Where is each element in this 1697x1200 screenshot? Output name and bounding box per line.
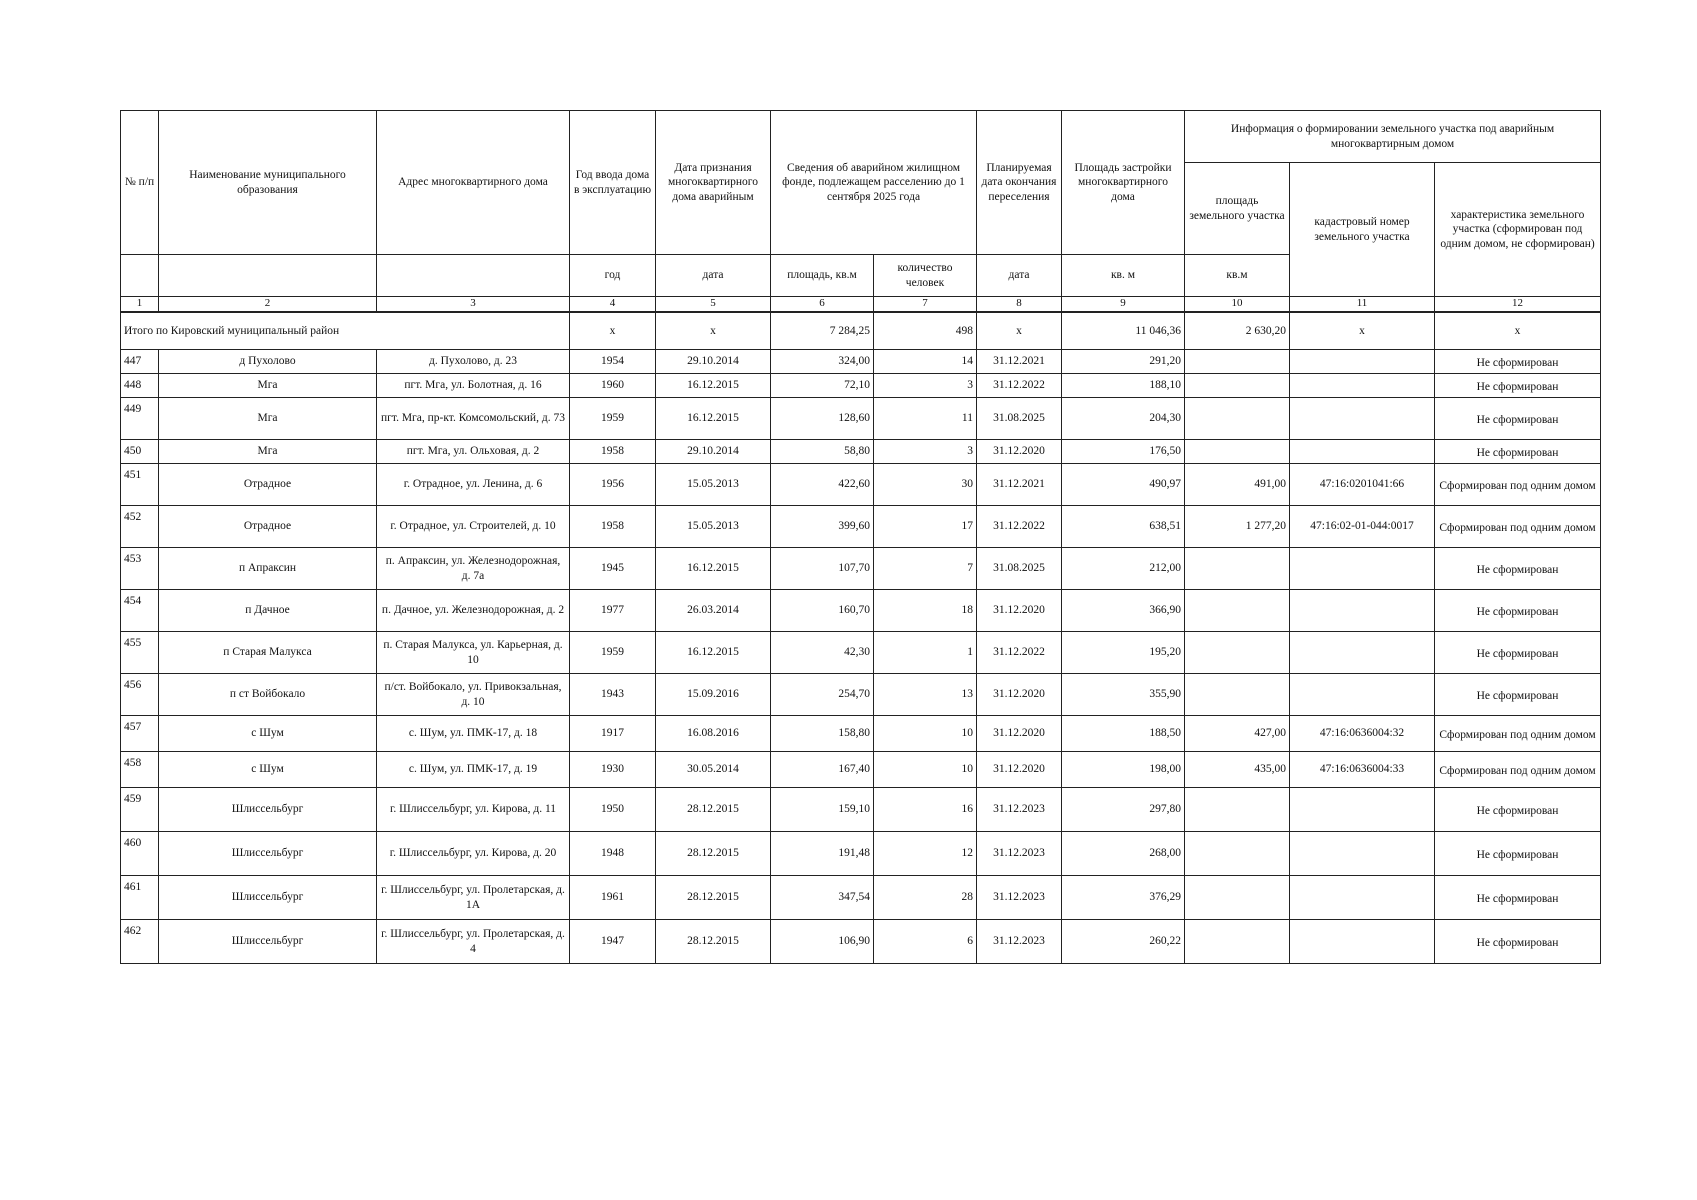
people-count: 28: [874, 876, 977, 920]
municipality: Отрадное: [159, 506, 377, 548]
land-area: [1185, 674, 1290, 716]
emergency-area: 347,54: [771, 876, 874, 920]
cadastral-number: 47:16:02-01-044:0017: [1290, 506, 1435, 548]
emergency-date: 16.12.2015: [656, 548, 771, 590]
total-status: x: [1435, 312, 1601, 350]
address: п. Старая Малукса, ул. Карьерная, д. 10: [377, 632, 570, 674]
total-row: [121, 312, 1601, 350]
people-count: 10: [874, 752, 977, 788]
row-number: 453: [121, 548, 159, 590]
commission-year: 1930: [570, 752, 656, 788]
header-unit-empty-2: [159, 255, 377, 297]
emergency-date: 15.05.2013: [656, 464, 771, 506]
total-area: 7 284,25: [771, 312, 874, 350]
header-address: Адрес многоквартирного дома: [377, 111, 570, 255]
emergency-area: 159,10: [771, 788, 874, 832]
header-unit-people: количество человек: [874, 255, 977, 297]
emergency-area: 128,60: [771, 398, 874, 440]
building-area: 638,51: [1062, 506, 1185, 548]
land-status: Не сформирован: [1435, 548, 1601, 590]
land-status: Не сформирован: [1435, 632, 1601, 674]
cadastral-number: [1290, 374, 1435, 398]
municipality: с Шум: [159, 752, 377, 788]
column-number: 11: [1290, 297, 1435, 313]
total-land-area: 2 630,20: [1185, 312, 1290, 350]
address: г. Шлиссельбург, ул. Кирова, д. 11: [377, 788, 570, 832]
table-row: [121, 752, 1601, 788]
emergency-date: 26.03.2014: [656, 590, 771, 632]
row-number: 454: [121, 590, 159, 632]
emergency-date: 16.12.2015: [656, 374, 771, 398]
people-count: 3: [874, 440, 977, 464]
table-row: [121, 440, 1601, 464]
emergency-date: 16.08.2016: [656, 716, 771, 752]
header-unit-resettle-date: дата: [977, 255, 1062, 297]
land-status: Не сформирован: [1435, 832, 1601, 876]
building-area: 268,00: [1062, 832, 1185, 876]
municipality: Шлиссельбург: [159, 920, 377, 964]
municipality: Мга: [159, 398, 377, 440]
header-unit-sqm: кв. м: [1062, 255, 1185, 297]
table-row: [121, 464, 1601, 506]
header-unit-area: площадь, кв.м: [771, 255, 874, 297]
header-unit-empty-3: [377, 255, 570, 297]
row-number: 450: [121, 440, 159, 464]
people-count: 30: [874, 464, 977, 506]
address: пгт. Мга, ул. Ольховая, д. 2: [377, 440, 570, 464]
emergency-area: 58,80: [771, 440, 874, 464]
emergency-housing-table: [120, 110, 1601, 964]
land-status: Не сформирован: [1435, 674, 1601, 716]
land-status: Не сформирован: [1435, 374, 1601, 398]
land-area: [1185, 590, 1290, 632]
municipality: п ст Войбокало: [159, 674, 377, 716]
resettlement-date: 31.12.2020: [977, 752, 1062, 788]
total-resettle: x: [977, 312, 1062, 350]
address: п/ст. Войбокало, ул. Привокзальная, д. 10: [377, 674, 570, 716]
building-area: 188,50: [1062, 716, 1185, 752]
emergency-area: 158,80: [771, 716, 874, 752]
municipality: п Старая Малукса: [159, 632, 377, 674]
resettlement-date: 31.12.2021: [977, 464, 1062, 506]
header-emergency-fund: Сведения об аварийном жилищном фонде, подлежащем расселению до 1 сентября 2025 года: [771, 111, 977, 255]
people-count: 14: [874, 350, 977, 374]
people-count: 17: [874, 506, 977, 548]
emergency-area: 160,70: [771, 590, 874, 632]
address: с. Шум, ул. ПМК-17, д. 18: [377, 716, 570, 752]
emergency-date: 16.12.2015: [656, 398, 771, 440]
column-number: 6: [771, 297, 874, 313]
emergency-area: 167,40: [771, 752, 874, 788]
table-row: [121, 876, 1601, 920]
column-number: 4: [570, 297, 656, 313]
commission-year: 1950: [570, 788, 656, 832]
land-area: [1185, 398, 1290, 440]
land-area: [1185, 440, 1290, 464]
land-area: [1185, 548, 1290, 590]
municipality: д Пухолово: [159, 350, 377, 374]
header-land-group: Информация о формировании земельного участка под аварийным многоквартирным домом: [1185, 111, 1601, 163]
header-building-area: Площадь застройки многоквартирного дома: [1062, 111, 1185, 255]
commission-year: 1958: [570, 506, 656, 548]
emergency-area: 324,00: [771, 350, 874, 374]
building-area: 490,97: [1062, 464, 1185, 506]
people-count: 10: [874, 716, 977, 752]
resettlement-date: 31.12.2023: [977, 832, 1062, 876]
building-area: 366,90: [1062, 590, 1185, 632]
table-row: [121, 374, 1601, 398]
header-unit-year: год: [570, 255, 656, 297]
commission-year: 1954: [570, 350, 656, 374]
row-number: 462: [121, 920, 159, 964]
header-unit-date: дата: [656, 255, 771, 297]
commission-year: 1947: [570, 920, 656, 964]
address: г. Шлиссельбург, ул. Пролетарская, д. 4: [377, 920, 570, 964]
land-area: [1185, 920, 1290, 964]
emergency-date: 28.12.2015: [656, 832, 771, 876]
resettlement-date: 31.12.2021: [977, 350, 1062, 374]
table-row: [121, 506, 1601, 548]
table-body: [121, 312, 1601, 964]
people-count: 12: [874, 832, 977, 876]
address: п. Апраксин, ул. Железнодорожная, д. 7а: [377, 548, 570, 590]
emergency-date: 29.10.2014: [656, 440, 771, 464]
building-area: 198,00: [1062, 752, 1185, 788]
table-row: [121, 590, 1601, 632]
land-area: 491,00: [1185, 464, 1290, 506]
address: пгт. Мга, ул. Болотная, д. 16: [377, 374, 570, 398]
land-status: Сформирован под одним домом: [1435, 506, 1601, 548]
row-number: 447: [121, 350, 159, 374]
address: г. Шлиссельбург, ул. Кирова, д. 20: [377, 832, 570, 876]
emergency-date: 28.12.2015: [656, 788, 771, 832]
resettlement-date: 31.08.2025: [977, 548, 1062, 590]
people-count: 16: [874, 788, 977, 832]
cadastral-number: [1290, 440, 1435, 464]
people-count: 11: [874, 398, 977, 440]
commission-year: 1945: [570, 548, 656, 590]
land-status: Сформирован под одним домом: [1435, 716, 1601, 752]
land-area: 435,00: [1185, 752, 1290, 788]
address: г. Шлиссельбург, ул. Пролетарская, д. 1А: [377, 876, 570, 920]
building-area: 204,30: [1062, 398, 1185, 440]
total-build-area: 11 046,36: [1062, 312, 1185, 350]
cadastral-number: 47:16:0636004:32: [1290, 716, 1435, 752]
emergency-date: 30.05.2014: [656, 752, 771, 788]
row-number: 457: [121, 716, 159, 752]
resettlement-date: 31.12.2023: [977, 876, 1062, 920]
emergency-date: 15.05.2013: [656, 506, 771, 548]
cadastral-number: [1290, 920, 1435, 964]
resettlement-date: 31.08.2025: [977, 398, 1062, 440]
commission-year: 1958: [570, 440, 656, 464]
land-area: [1185, 632, 1290, 674]
building-area: 176,50: [1062, 440, 1185, 464]
resettlement-date: 31.12.2022: [977, 374, 1062, 398]
land-area: 427,00: [1185, 716, 1290, 752]
table-row: [121, 920, 1601, 964]
resettlement-date: 31.12.2022: [977, 506, 1062, 548]
column-number: 7: [874, 297, 977, 313]
header-commission-year: Год ввода дома в эксплуатацию: [570, 111, 656, 255]
cadastral-number: [1290, 788, 1435, 832]
cadastral-number: [1290, 590, 1435, 632]
table-row: [121, 674, 1601, 716]
people-count: 18: [874, 590, 977, 632]
header-resettlement-date: Планируемая дата окончания переселения: [977, 111, 1062, 255]
emergency-area: 72,10: [771, 374, 874, 398]
table-row: [121, 350, 1601, 374]
column-number: 10: [1185, 297, 1290, 313]
emergency-area: 42,30: [771, 632, 874, 674]
land-area: 1 277,20: [1185, 506, 1290, 548]
resettlement-date: 31.12.2020: [977, 674, 1062, 716]
municipality: с Шум: [159, 716, 377, 752]
land-area: [1185, 788, 1290, 832]
row-number: 451: [121, 464, 159, 506]
emergency-date: 29.10.2014: [656, 350, 771, 374]
document-sheet: [120, 110, 1600, 964]
commission-year: 1959: [570, 632, 656, 674]
people-count: 3: [874, 374, 977, 398]
row-number: 452: [121, 506, 159, 548]
commission-year: 1917: [570, 716, 656, 752]
municipality: Шлиссельбург: [159, 832, 377, 876]
total-date: x: [656, 312, 771, 350]
header-row-number: № п/п: [121, 111, 159, 255]
building-area: 260,22: [1062, 920, 1185, 964]
land-status: Не сформирован: [1435, 920, 1601, 964]
people-count: 1: [874, 632, 977, 674]
emergency-date: 28.12.2015: [656, 876, 771, 920]
column-number: 8: [977, 297, 1062, 313]
address: пгт. Мга, пр-кт. Комсомольский, д. 73: [377, 398, 570, 440]
resettlement-date: 31.12.2022: [977, 632, 1062, 674]
resettlement-date: 31.12.2020: [977, 440, 1062, 464]
land-area: [1185, 350, 1290, 374]
total-cadastral: x: [1290, 312, 1435, 350]
table-row: [121, 788, 1601, 832]
land-status: Не сформирован: [1435, 398, 1601, 440]
emergency-area: 254,70: [771, 674, 874, 716]
resettlement-date: 31.12.2023: [977, 788, 1062, 832]
emergency-date: 15.09.2016: [656, 674, 771, 716]
row-number: 458: [121, 752, 159, 788]
cadastral-number: 47:16:0636004:33: [1290, 752, 1435, 788]
building-area: 376,29: [1062, 876, 1185, 920]
building-area: 188,10: [1062, 374, 1185, 398]
emergency-area: 399,60: [771, 506, 874, 548]
municipality: Шлиссельбург: [159, 788, 377, 832]
resettlement-date: 31.12.2023: [977, 920, 1062, 964]
resettlement-date: 31.12.2020: [977, 590, 1062, 632]
emergency-area: 422,60: [771, 464, 874, 506]
cadastral-number: [1290, 832, 1435, 876]
total-year: x: [570, 312, 656, 350]
header-unit-land-sqm: кв.м: [1185, 255, 1290, 297]
land-status: Не сформирован: [1435, 350, 1601, 374]
emergency-area: 191,48: [771, 832, 874, 876]
cadastral-number: 47:16:0201041:66: [1290, 464, 1435, 506]
column-number: 12: [1435, 297, 1601, 313]
cadastral-number: [1290, 548, 1435, 590]
people-count: 7: [874, 548, 977, 590]
table-row: [121, 548, 1601, 590]
header-land-area: площадь земельного участка: [1185, 163, 1290, 255]
municipality: Мга: [159, 440, 377, 464]
building-area: 291,20: [1062, 350, 1185, 374]
commission-year: 1943: [570, 674, 656, 716]
commission-year: 1959: [570, 398, 656, 440]
row-number: 455: [121, 632, 159, 674]
building-area: 355,90: [1062, 674, 1185, 716]
people-count: 6: [874, 920, 977, 964]
emergency-area: 107,70: [771, 548, 874, 590]
column-number: 1: [121, 297, 159, 313]
cadastral-number: [1290, 632, 1435, 674]
emergency-date: 16.12.2015: [656, 632, 771, 674]
land-area: [1185, 832, 1290, 876]
row-number: 460: [121, 832, 159, 876]
table-row: [121, 716, 1601, 752]
commission-year: 1956: [570, 464, 656, 506]
building-area: 297,80: [1062, 788, 1185, 832]
municipality: п Дачное: [159, 590, 377, 632]
header-municipality: Наименование муниципального образования: [159, 111, 377, 255]
cadastral-number: [1290, 876, 1435, 920]
address: п. Дачное, ул. Железнодорожная, д. 2: [377, 590, 570, 632]
resettlement-date: 31.12.2020: [977, 716, 1062, 752]
municipality: Шлиссельбург: [159, 876, 377, 920]
column-number: 2: [159, 297, 377, 313]
commission-year: 1960: [570, 374, 656, 398]
land-status: Не сформирован: [1435, 590, 1601, 632]
column-number: 3: [377, 297, 570, 313]
column-number-row: [121, 297, 1601, 313]
municipality: Мга: [159, 374, 377, 398]
land-status: Сформирован под одним домом: [1435, 752, 1601, 788]
column-number: 9: [1062, 297, 1185, 313]
land-area: [1185, 876, 1290, 920]
commission-year: 1948: [570, 832, 656, 876]
address: д. Пухолово, д. 23: [377, 350, 570, 374]
table-row: [121, 832, 1601, 876]
municipality: п Апраксин: [159, 548, 377, 590]
address: г. Отрадное, ул. Ленина, д. 6: [377, 464, 570, 506]
emergency-date: 28.12.2015: [656, 920, 771, 964]
land-area: [1185, 374, 1290, 398]
land-status: Не сформирован: [1435, 788, 1601, 832]
table-header: [121, 111, 1601, 313]
row-number: 461: [121, 876, 159, 920]
column-number: 5: [656, 297, 771, 313]
emergency-area: 106,90: [771, 920, 874, 964]
commission-year: 1961: [570, 876, 656, 920]
table-row: [121, 398, 1601, 440]
row-number: 456: [121, 674, 159, 716]
row-number: 459: [121, 788, 159, 832]
building-area: 195,20: [1062, 632, 1185, 674]
row-number: 449: [121, 398, 159, 440]
land-status: Не сформирован: [1435, 440, 1601, 464]
people-count: 13: [874, 674, 977, 716]
total-people: 498: [874, 312, 977, 350]
building-area: 212,00: [1062, 548, 1185, 590]
header-unit-empty-1: [121, 255, 159, 297]
cadastral-number: [1290, 674, 1435, 716]
land-status: Сформирован под одним домом: [1435, 464, 1601, 506]
municipality: Отрадное: [159, 464, 377, 506]
total-label: Итого по Кировский муниципальный район: [121, 312, 570, 350]
header-emergency-date: Дата признания многоквартирного дома аварийным: [656, 111, 771, 255]
table-row: [121, 632, 1601, 674]
cadastral-number: [1290, 398, 1435, 440]
address: г. Отрадное, ул. Строителей, д. 10: [377, 506, 570, 548]
land-status: Не сформирован: [1435, 876, 1601, 920]
commission-year: 1977: [570, 590, 656, 632]
cadastral-number: [1290, 350, 1435, 374]
header-cadastral-number: кадастровый номер земельного участка: [1290, 163, 1435, 297]
header-land-status: характеристика земельного участка (сформирован под одним домом, не сформирован): [1435, 163, 1601, 297]
address: с. Шум, ул. ПМК-17, д. 19: [377, 752, 570, 788]
row-number: 448: [121, 374, 159, 398]
